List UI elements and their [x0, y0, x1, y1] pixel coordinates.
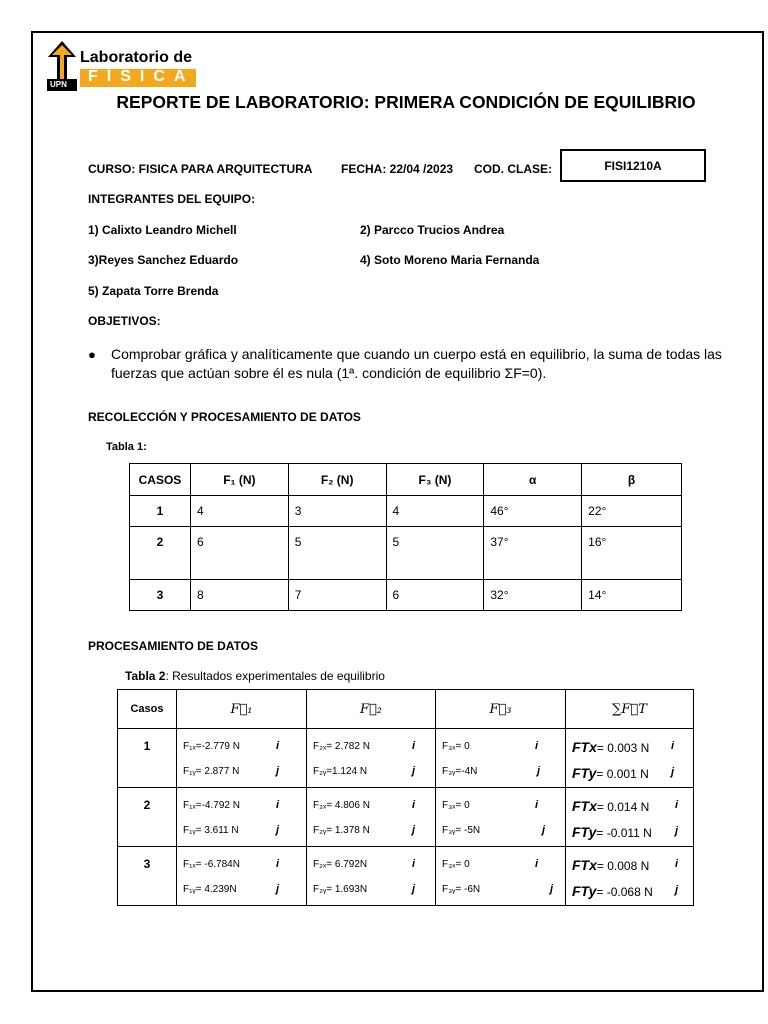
fty-value [572, 765, 649, 781]
table-row [130, 580, 682, 611]
page-title: REPORTE DE LABORATORIO: PRIMERA CONDICIÓN DE EQUILIBRIO [116, 92, 696, 112]
member-4: 4) Soto Moreno Maria Fernanda [360, 253, 540, 267]
unit-j: j [276, 883, 280, 895]
ftx-label: FTx [572, 798, 597, 814]
unit-j: j [671, 766, 675, 778]
table-cell: 5 [386, 527, 484, 580]
f2x-value: F₂ₓ= 2.782 N [313, 741, 370, 752]
f2-cell [307, 729, 436, 788]
table-cell: 2 [118, 788, 177, 847]
objective-text: Comprobar gráfica y analíticamente que cuando un cuerpo está en equilibrio, la suma de todas las fuerzas que actúan sobre él es nula (1ª. condición de equilibrio ΣF=0). [111, 346, 722, 381]
unit-j: j [675, 884, 679, 896]
table1-header: α [484, 464, 582, 496]
lab-logo [47, 41, 199, 91]
table2-caption [125, 669, 385, 683]
ftx-label: FTx [572, 739, 597, 755]
table2-caption-bold: Tabla 2 [125, 669, 166, 683]
unit-j: j [537, 765, 541, 777]
f3-cell [436, 847, 566, 906]
f2y-value: F₂ᵧ= 1.378 N [313, 825, 370, 836]
f2y-value: F₂ᵧ=1.124 N [313, 766, 368, 777]
f2y-value: F₂ᵧ= 1.693N [313, 884, 368, 895]
table1-header: F₃ (N) [386, 464, 484, 496]
f2-cell [307, 788, 436, 847]
unit-i: i [671, 740, 675, 752]
f3x-value: F₃ₓ= 0 [442, 859, 470, 870]
fty-value [572, 883, 653, 899]
table-cell: 32° [484, 580, 582, 611]
unit-i: i [412, 858, 416, 870]
table-cell: 4 [190, 496, 288, 527]
table-cell: 16° [582, 527, 682, 580]
table-cell: 14° [582, 580, 682, 611]
bullet-icon: ● [88, 347, 96, 362]
f2x-value: F₂ₓ= 6.792N [313, 859, 368, 870]
f3y-value: F₃ᵧ= -6N [442, 884, 481, 895]
unit-j: j [542, 824, 546, 836]
ftx-number: = 0.014 N [596, 800, 650, 814]
unit-i: i [675, 858, 679, 870]
fty-label: FTy [572, 883, 597, 899]
unit-j: j [276, 765, 280, 777]
table2-header: F⃗₃ [436, 690, 566, 729]
f3y-value: F₃ᵧ= -5N [442, 825, 481, 836]
table2-header: ∑F⃗T [566, 690, 694, 729]
table-cell: 5 [288, 527, 386, 580]
table-row [118, 847, 694, 906]
unit-i: i [276, 799, 280, 811]
unit-i: i [412, 740, 416, 752]
f1-cell [177, 788, 307, 847]
f3x-value: F₃ₓ= 0 [442, 800, 470, 811]
table-cell: 22° [582, 496, 682, 527]
unit-j: j [276, 824, 280, 836]
unit-j: j [550, 883, 554, 895]
ftx-number: = 0.003 N [596, 741, 650, 755]
unit-j: j [412, 883, 416, 895]
f3-cell [436, 729, 566, 788]
course-label: CURSO: FISICA PARA ARQUITECTURA [88, 162, 313, 176]
member-3: 3)Reyes Sanchez Eduardo [88, 253, 239, 267]
unit-j: j [412, 824, 416, 836]
table2 [117, 689, 694, 906]
table1 [129, 463, 682, 611]
fty-number: = -0.068 N [596, 885, 653, 899]
unit-j: j [412, 765, 416, 777]
member-1: 1) Calixto Leandro Michell [88, 223, 237, 237]
ftx-label: FTx [572, 857, 597, 873]
table-cell: 1 [130, 496, 191, 527]
ft-cell [566, 788, 694, 847]
class-code-box: FISI1210A [560, 149, 706, 182]
table1-header: β [582, 464, 682, 496]
table2-caption-rest: : Resultados experimentales de equilibrio [165, 669, 385, 683]
table2-header: Casos [118, 690, 177, 729]
table-cell: 6 [386, 580, 484, 611]
f3y-value: F₃ᵧ=-4N [442, 766, 478, 777]
table-cell: 6 [190, 527, 288, 580]
class-code-label: COD. CLASE: [474, 162, 552, 176]
ft-cell [566, 847, 694, 906]
unit-i: i [675, 799, 679, 811]
date-label: FECHA: 22/04 /2023 [341, 162, 454, 176]
logo-title: Laboratorio de [80, 49, 193, 66]
logo-word: FÍSICA [88, 68, 195, 85]
f1y-value: F₁ᵧ= 4.239N [183, 884, 237, 895]
f3x-value: F₃ₓ= 0 [442, 741, 470, 752]
table2-header: F⃗₂ [307, 690, 436, 729]
data-heading: RECOLECCIÓN Y PROCESAMIENTO DE DATOS [88, 410, 361, 424]
ft-cell [566, 729, 694, 788]
unit-i: i [276, 740, 280, 752]
f1y-value: F₁ᵧ= 3.611 N [183, 825, 239, 836]
unit-i: i [535, 799, 539, 811]
ftx-value [572, 857, 649, 873]
unit-j: j [675, 825, 679, 837]
table-cell: 3 [130, 580, 191, 611]
processing-heading: PROCESAMIENTO DE DATOS [88, 639, 259, 653]
fty-number: = 0.001 N [596, 767, 649, 781]
table-row [118, 729, 694, 788]
table1-header: F₁ (N) [190, 464, 288, 496]
fty-label: FTy [572, 824, 597, 840]
table1-header: CASOS [130, 464, 191, 496]
unit-i: i [535, 858, 539, 870]
fty-value [572, 824, 652, 840]
f1y-value: F₁ᵧ= 2.877 N [183, 766, 240, 777]
f3-cell [436, 788, 566, 847]
ftx-value [572, 739, 649, 755]
member-5: 5) Zapata Torre Brenda [88, 284, 219, 298]
table-cell: 3 [118, 847, 177, 906]
logo-tag: UPN [50, 80, 67, 89]
f1-cell [177, 729, 307, 788]
table-cell: 4 [386, 496, 484, 527]
team-heading: INTEGRANTES DEL EQUIPO: [88, 192, 256, 206]
table2-header-row [118, 690, 694, 729]
f1x-value: F₁ₓ=-4.792 N [183, 800, 240, 811]
f1-cell [177, 847, 307, 906]
table-cell: 3 [288, 496, 386, 527]
f1x-value: F₁ₓ= -6.784N [183, 859, 240, 870]
table-cell: 46° [484, 496, 582, 527]
table-cell: 8 [190, 580, 288, 611]
unit-i: i [276, 858, 280, 870]
table-cell: 37° [484, 527, 582, 580]
objectives-heading: OBJETIVOS: [88, 314, 161, 328]
table1-header-row [130, 464, 682, 496]
table-cell: 1 [118, 729, 177, 788]
f1x-value: F₁ₓ=-2.779 N [183, 741, 240, 752]
table-row [118, 788, 694, 847]
table-row [130, 496, 682, 527]
ftx-value [572, 798, 649, 814]
ftx-number: = 0.008 N [596, 859, 650, 873]
fty-number: = -0.011 N [596, 826, 652, 840]
table1-header: F₂ (N) [288, 464, 386, 496]
table-cell: 7 [288, 580, 386, 611]
fty-label: FTy [572, 765, 597, 781]
unit-i: i [535, 740, 539, 752]
table-row [130, 527, 682, 580]
table-cell: 2 [130, 527, 191, 580]
table2-header: F⃗₁ [177, 690, 307, 729]
f2-cell [307, 847, 436, 906]
unit-i: i [412, 799, 416, 811]
member-2: 2) Parcco Trucios Andrea [360, 223, 505, 237]
table1-caption: Tabla 1: [106, 441, 147, 453]
f2x-value: F₂ₓ= 4.806 N [313, 800, 370, 811]
